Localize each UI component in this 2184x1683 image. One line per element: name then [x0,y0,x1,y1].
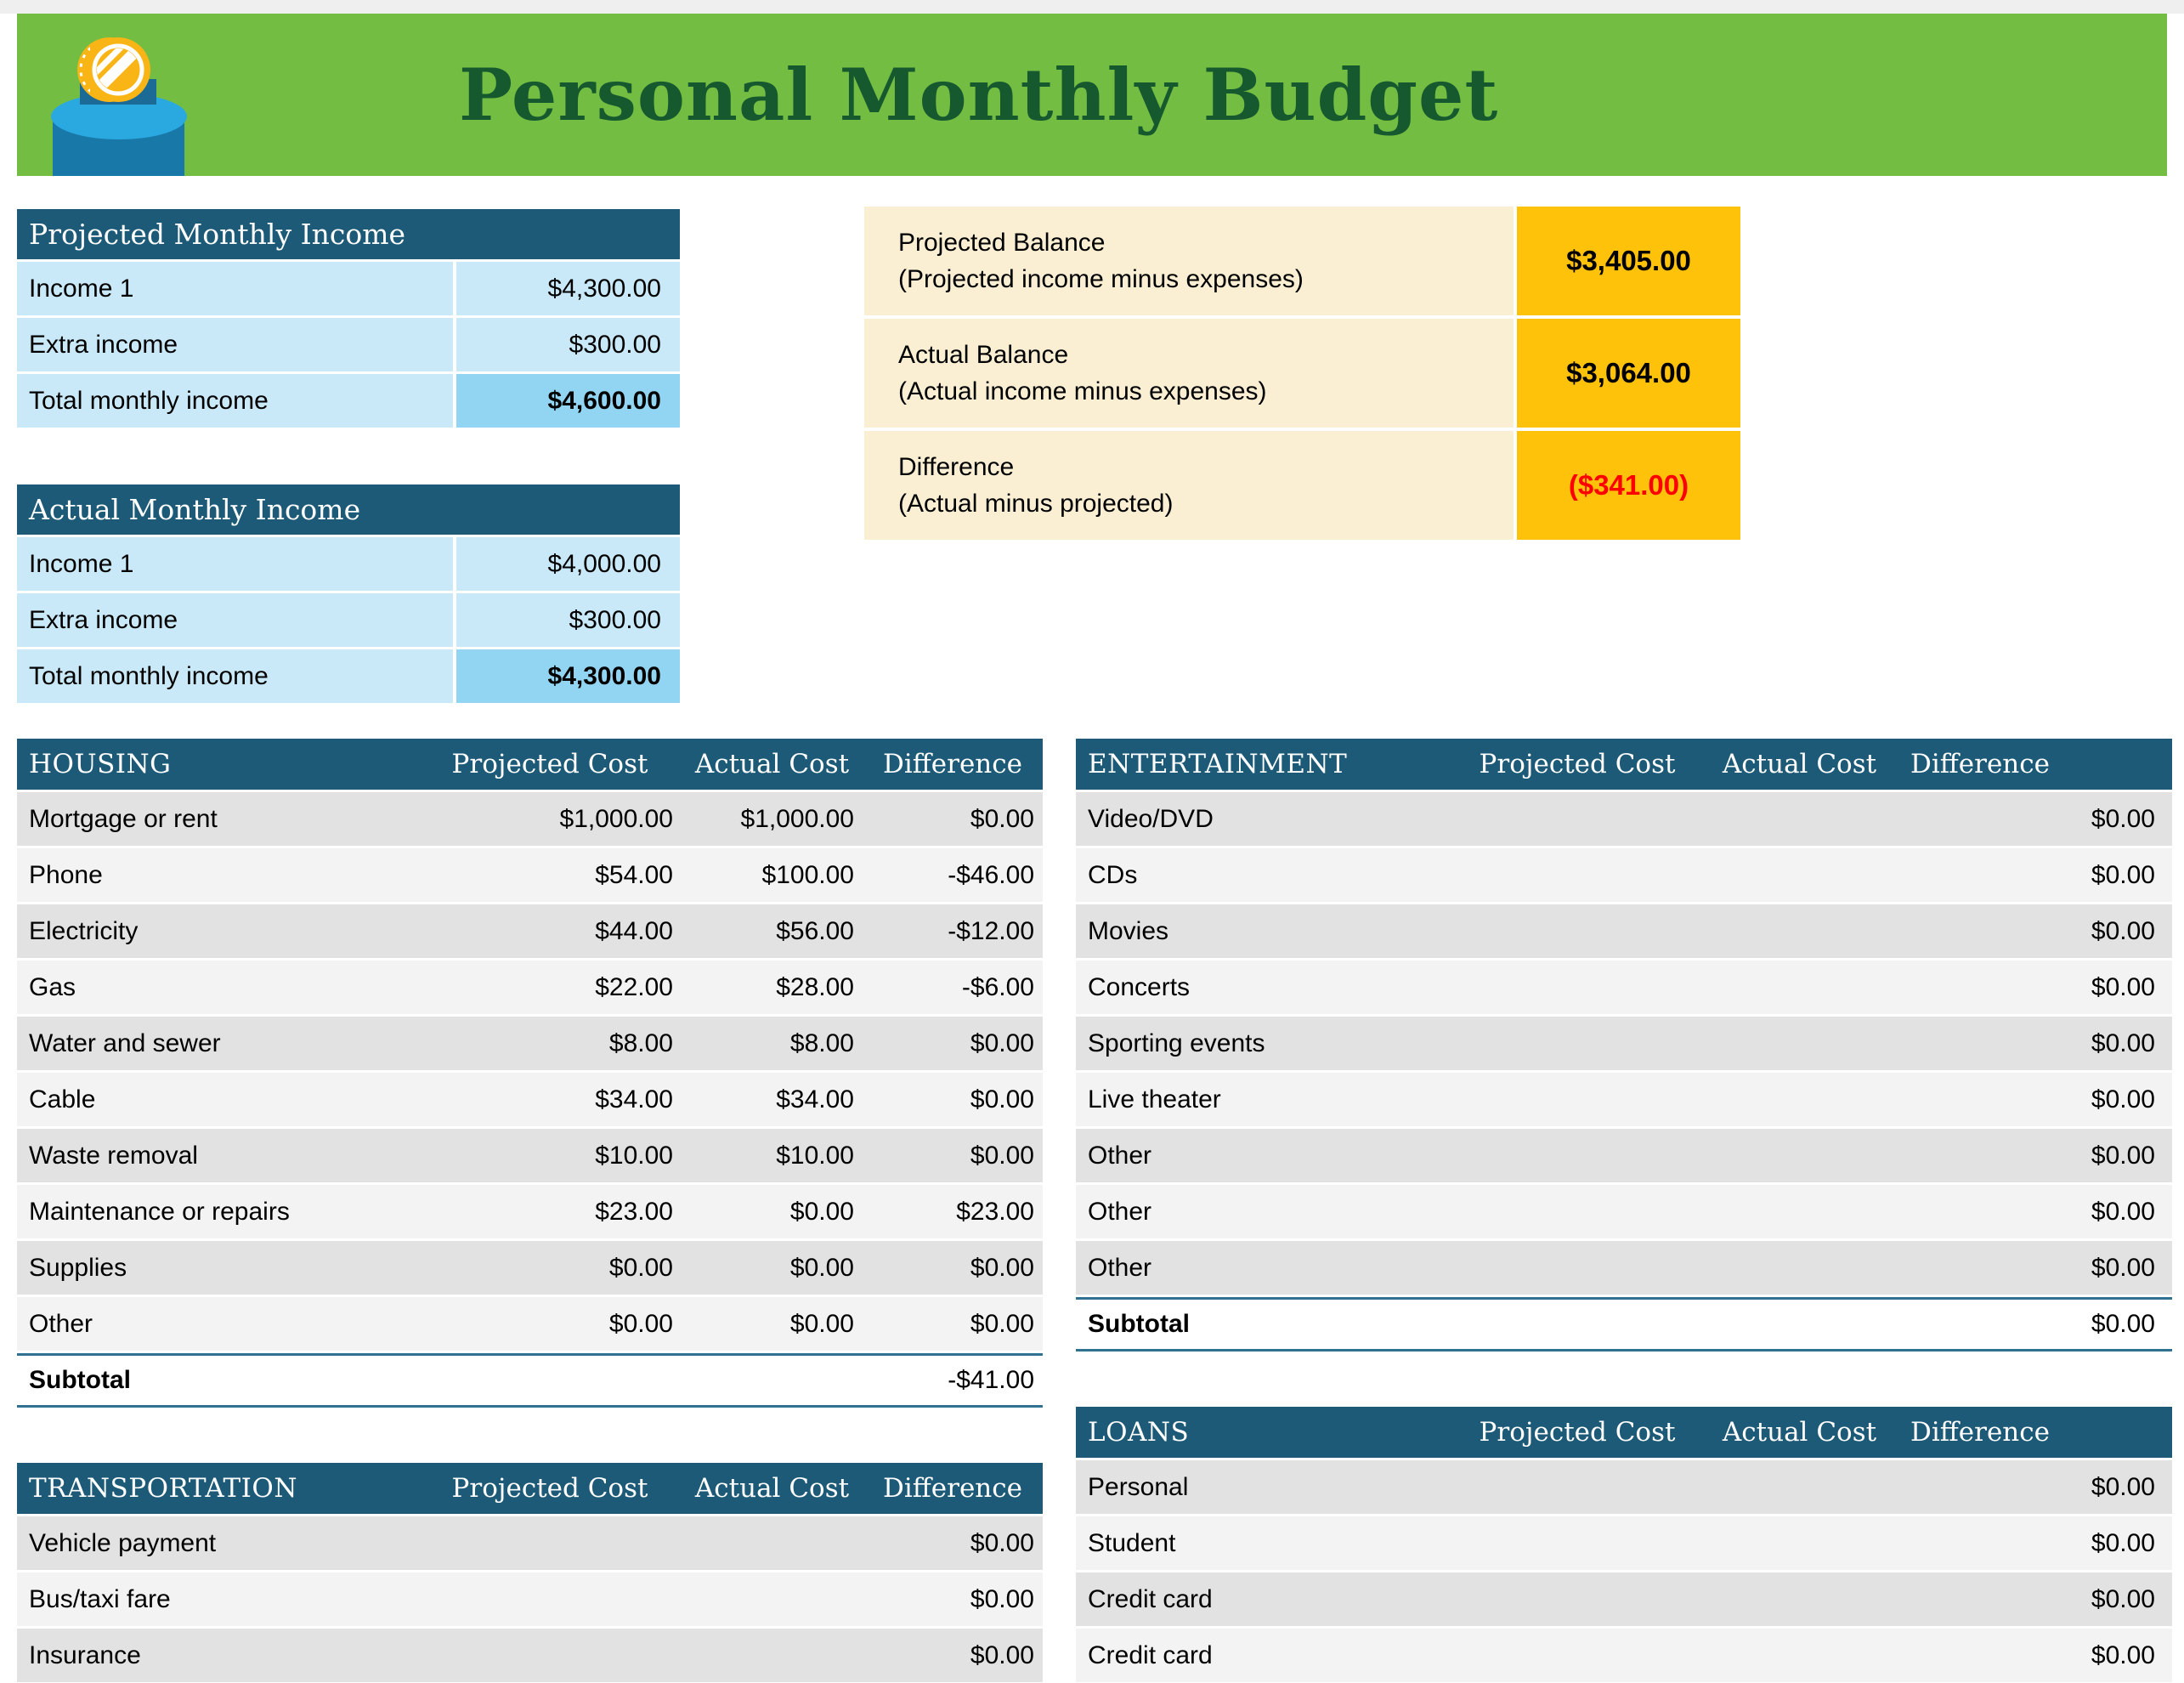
balance-label-line: Difference [898,453,1015,481]
expense-item-label[interactable]: Movies [1088,916,1169,945]
coin-bank-icon [51,14,234,176]
income-value-cell[interactable]: $4,000.00 [456,537,680,591]
expense-row [1076,792,2172,846]
actual-cost-cell[interactable]: $56.00 [776,916,854,945]
expense-item-label[interactable]: Other [1088,1141,1152,1170]
actual-monthly-income-table [17,484,680,706]
balance-sublabel-line: (Actual income minus expenses) [898,377,1267,405]
income-table-header: Projected Monthly Income [17,209,680,259]
expense-row [17,1629,1043,1682]
expense-item-label[interactable]: Supplies [29,1253,127,1282]
income-total-row [17,374,680,428]
expense-item-label[interactable]: Maintenance or repairs [29,1197,290,1226]
balance-summary [864,207,1740,543]
expense-item-label[interactable]: Sporting events [1088,1028,1265,1057]
income-row [17,262,680,315]
projected-cost-cell[interactable]: $23.00 [595,1197,673,1226]
income-total-label: Total monthly income [17,649,453,703]
expense-row [17,960,1043,1014]
expense-item-label[interactable]: Video/DVD [1088,804,1214,833]
expense-row [1076,904,2172,958]
expense-row [17,848,1043,902]
expense-table-header [1076,739,2172,790]
projected-cost-cell[interactable]: $0.00 [608,1253,673,1282]
balance-value-cell: ($341.00) [1517,431,1740,540]
expense-row [17,1516,1043,1570]
projected-cost-cell[interactable]: $34.00 [595,1085,673,1114]
difference-cell: $0.00 [2091,804,2155,833]
housing-table [17,739,1043,1408]
subtotal-difference-cell: -$41.00 [948,1366,1034,1394]
expense-row [17,1017,1043,1070]
expense-item-label[interactable]: Vehicle payment [29,1528,217,1557]
difference-cell: $0.00 [970,1028,1034,1057]
income-item-label: Income 1 [17,262,453,315]
expense-item-label[interactable]: Cable [29,1085,96,1114]
balance-label [864,207,1514,315]
expense-row [17,1572,1043,1626]
expense-table-header [17,1463,1043,1514]
difference-cell: $0.00 [970,804,1034,833]
actual-cost-cell[interactable]: $10.00 [776,1141,854,1170]
difference-cell: $0.00 [2091,972,2155,1001]
expense-section-title: HOUSING [29,749,172,779]
expense-item-label[interactable]: Mortgage or rent [29,804,218,833]
loans-table [1076,1407,2172,1683]
column-header-difference: Difference [883,749,1022,779]
column-header-projected-cost: Projected Cost [1479,749,1676,779]
difference-cell: $0.00 [2091,1640,2155,1669]
actual-cost-cell[interactable]: $8.00 [789,1028,854,1057]
difference-cell: $0.00 [2091,1528,2155,1557]
balance-sublabel-line: (Actual minus projected) [898,490,1174,518]
difference-cell: $0.00 [2091,1141,2155,1170]
expense-table-header [17,739,1043,790]
expense-item-label[interactable]: Insurance [29,1640,141,1669]
income-item-label: Extra income [17,593,453,647]
title-banner [17,14,2167,176]
difference-cell: $0.00 [970,1584,1034,1613]
expense-row [17,1129,1043,1182]
column-header-difference: Difference [883,1473,1022,1504]
difference-cell: $23.00 [956,1197,1034,1226]
column-header-difference: Difference [1910,1417,2050,1448]
expense-item-label[interactable]: Gas [29,972,76,1001]
expense-item-label[interactable]: Water and sewer [29,1028,221,1057]
expense-section-title: ENTERTAINMENT [1088,749,1348,779]
expense-row [17,904,1043,958]
balance-label [864,319,1514,428]
expense-subtotal-row [17,1353,1043,1408]
difference-cell: -$12.00 [948,916,1034,945]
expense-item-label[interactable]: Bus/taxi fare [29,1584,171,1613]
column-header-projected-cost: Projected Cost [451,1473,648,1504]
expense-row [1076,1017,2172,1070]
difference-cell: $0.00 [2091,916,2155,945]
entertainment-table [1076,739,2172,1352]
balance-row [864,319,1740,428]
projected-cost-cell[interactable]: $8.00 [608,1028,673,1057]
expense-row [1076,1516,2172,1570]
income-value-cell[interactable]: $300.00 [456,318,680,371]
income-value-cell[interactable]: $4,300.00 [456,262,680,315]
projected-cost-cell[interactable]: $54.00 [595,860,673,889]
expense-item-label[interactable]: Personal [1088,1472,1189,1501]
expense-row [1076,1460,2172,1514]
actual-cost-cell[interactable]: $0.00 [789,1197,854,1226]
income-table-header: Actual Monthly Income [17,484,680,535]
balance-value-cell: $3,064.00 [1517,319,1740,428]
difference-cell: -$46.00 [948,860,1034,889]
actual-cost-cell[interactable]: $34.00 [776,1085,854,1114]
expense-subtotal-row [1076,1297,2172,1352]
balance-sublabel-line: (Projected income minus expenses) [898,265,1304,293]
column-header-actual-cost: Actual Cost [694,1473,850,1504]
expense-row [1076,1241,2172,1295]
expense-row [1076,1629,2172,1682]
column-header-projected-cost: Projected Cost [451,749,648,779]
column-header-actual-cost: Actual Cost [694,749,850,779]
expense-item-label[interactable]: Credit card [1088,1584,1213,1613]
expense-row [1076,1073,2172,1126]
difference-cell: $0.00 [970,1085,1034,1114]
expense-item-label[interactable]: Waste removal [29,1141,198,1170]
actual-cost-cell[interactable]: $1,000.00 [740,804,854,833]
expense-row [17,1185,1043,1238]
projected-cost-cell[interactable]: $44.00 [595,916,673,945]
difference-cell: $0.00 [2091,1085,2155,1114]
balance-row [864,207,1740,315]
income-total-value: $4,600.00 [456,374,680,428]
expense-item-label[interactable]: Student [1088,1528,1176,1557]
expense-row [1076,960,2172,1014]
income-item-label: Extra income [17,318,453,371]
expense-item-label[interactable]: Live theater [1088,1085,1221,1114]
transportation-table [17,1463,1043,1683]
income-row [17,593,680,647]
income-row [17,537,680,591]
difference-cell: $0.00 [2091,860,2155,889]
expense-row [17,1241,1043,1295]
expense-section-title: LOANS [1088,1417,1190,1448]
column-header-actual-cost: Actual Cost [1722,1417,1877,1448]
income-total-label: Total monthly income [17,374,453,428]
income-item-label: Income 1 [17,537,453,591]
projected-cost-cell[interactable]: $0.00 [608,1309,673,1338]
expense-item-label[interactable]: Electricity [29,916,139,945]
column-header-actual-cost: Actual Cost [1722,749,1877,779]
expense-item-label[interactable]: Other [29,1309,93,1338]
subtotal-difference-cell: $0.00 [2091,1310,2155,1338]
balance-label-line: Projected Balance [898,229,1106,257]
difference-cell: $0.00 [2091,1028,2155,1057]
expense-row [1076,848,2172,902]
column-header-difference: Difference [1910,749,2050,779]
actual-cost-cell[interactable]: $0.00 [789,1253,854,1282]
difference-cell: -$6.00 [961,972,1034,1001]
column-header-projected-cost: Projected Cost [1479,1417,1676,1448]
income-value-cell[interactable]: $300.00 [456,593,680,647]
difference-cell: $0.00 [970,1640,1034,1669]
actual-cost-cell[interactable]: $100.00 [761,860,854,889]
difference-cell: $0.00 [2091,1197,2155,1226]
difference-cell: $0.00 [970,1309,1034,1338]
difference-cell: $0.00 [2091,1472,2155,1501]
difference-cell: $0.00 [2091,1584,2155,1613]
expense-row [17,1073,1043,1126]
projected-cost-cell[interactable]: $10.00 [595,1141,673,1170]
expense-item-label[interactable]: Other [1088,1253,1152,1282]
expense-item-label[interactable]: Other [1088,1197,1152,1226]
expense-item-label[interactable]: Credit card [1088,1640,1213,1669]
balance-value-cell: $3,405.00 [1517,207,1740,315]
expense-item-label[interactable]: CDs [1088,860,1138,889]
difference-cell: $0.00 [970,1141,1034,1170]
subtotal-label: Subtotal [1088,1310,1190,1338]
expense-item-label[interactable]: Concerts [1088,972,1191,1001]
projected-cost-cell[interactable]: $22.00 [595,972,673,1001]
page-title: Personal Monthly Budget [459,53,1499,137]
expense-row [1076,1129,2172,1182]
projected-monthly-income-table [17,209,680,430]
projected-cost-cell[interactable]: $1,000.00 [559,804,673,833]
income-row [17,318,680,371]
difference-cell: $0.00 [970,1528,1034,1557]
expense-item-label[interactable]: Phone [29,860,103,889]
balance-row [864,431,1740,540]
income-total-row [17,649,680,703]
difference-cell: $0.00 [2091,1253,2155,1282]
expense-row [1076,1185,2172,1238]
actual-cost-cell[interactable]: $0.00 [789,1309,854,1338]
balance-label-line: Actual Balance [898,341,1069,369]
subtotal-label: Subtotal [29,1366,131,1394]
income-total-value: $4,300.00 [456,649,680,703]
difference-cell: $0.00 [970,1253,1034,1282]
expense-section-title: TRANSPORTATION [29,1473,297,1504]
actual-cost-cell[interactable]: $28.00 [776,972,854,1001]
expense-table-header [1076,1407,2172,1458]
top-margin-strip [0,0,2184,14]
expense-row [17,792,1043,846]
expense-row [1076,1572,2172,1626]
balance-label [864,431,1514,540]
expense-row [17,1297,1043,1351]
